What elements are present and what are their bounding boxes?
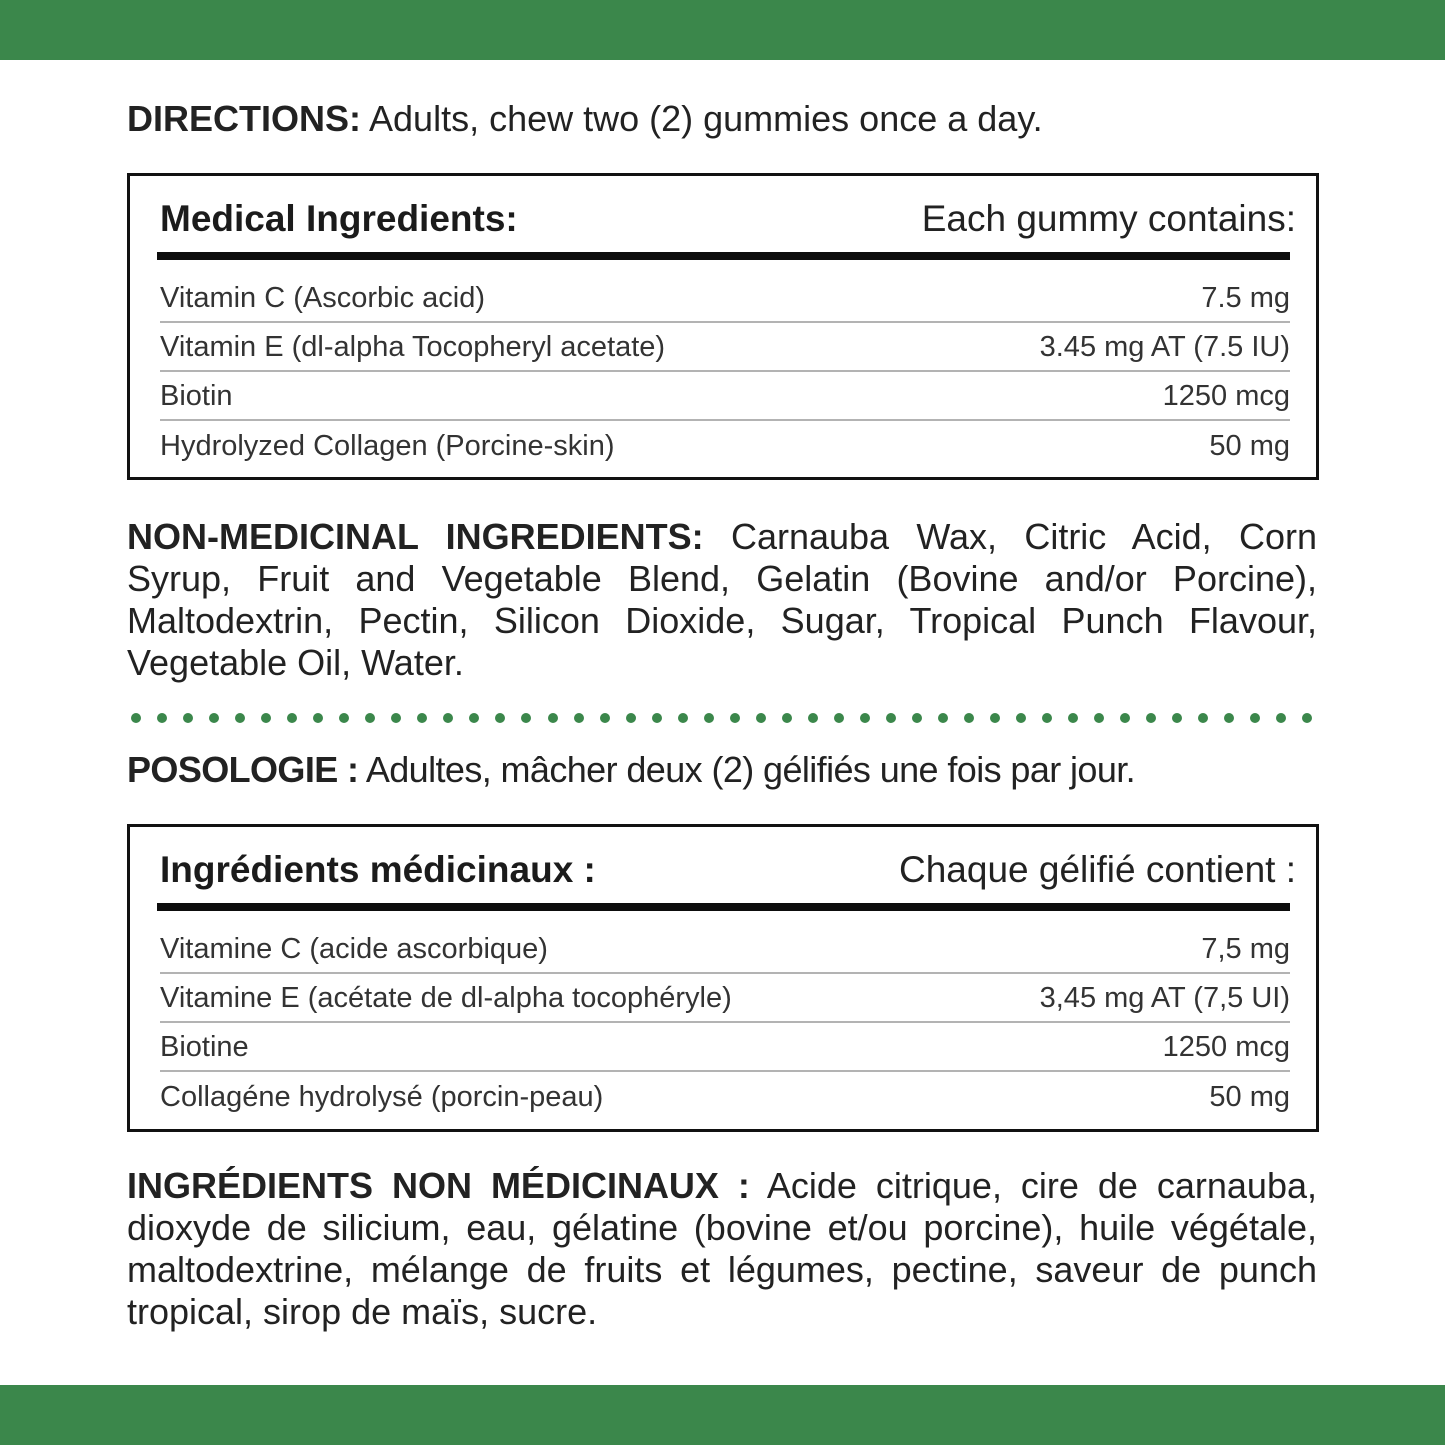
divider-dot [1146, 713, 1156, 723]
divider-dot [704, 713, 714, 723]
table-header-rule-en [157, 252, 1290, 260]
ingredient-amount: 7,5 mg [1201, 932, 1290, 965]
divider-dot [131, 713, 141, 723]
divider-dot [782, 713, 792, 723]
dotted-divider [131, 712, 1313, 724]
non-medicinal-en [127, 516, 1317, 684]
table-row [160, 372, 1290, 421]
ingredient-name: Vitamin C (Ascorbic acid) [160, 281, 486, 314]
divider-dot [1302, 713, 1312, 723]
divider-dot [990, 713, 1000, 723]
medicinal-ingredients-table-fr [127, 824, 1319, 1132]
table-amount-header-en: Each gummy contains: [921, 198, 1296, 239]
divider-dot [1250, 713, 1260, 723]
ingredient-amount: 3,45 mg AT (7,5 UI) [1039, 981, 1290, 1014]
divider-dot [339, 713, 349, 723]
divider-dot [443, 713, 453, 723]
divider-dot [365, 713, 375, 723]
ingredient-amount: 50 mg [1209, 429, 1290, 462]
table-row [160, 274, 1290, 323]
divider-dot [730, 713, 740, 723]
non-medicinal-fr-text: Acide citrique, cire de carnauba, dioxyde de silicium, eau, gélatine (bovine et/ou porcine), huile végétale, maltodextrine, mélange de fruits et légumes, pectine, saveur de punch tropical, sirop de maïs, sucre. [127, 1165, 1317, 1332]
divider-dot [600, 713, 610, 723]
medicinal-ingredients-table-en [127, 173, 1319, 480]
divider-dot [808, 713, 818, 723]
ingredient-name: Vitamin E (dl-alpha Tocopheryl acetate) [160, 330, 666, 363]
divider-dot [1224, 713, 1234, 723]
divider-dot [235, 713, 245, 723]
table-row [160, 974, 1290, 1023]
table-rows-fr [160, 925, 1290, 1121]
divider-dot [1094, 713, 1104, 723]
directions-fr-text: Adultes, mâcher deux (2) gélifiés une fois par jour. [358, 749, 1136, 790]
ingredient-amount: 3.45 mg AT (7.5 IU) [1039, 330, 1290, 363]
ingredient-name: Biotin [160, 379, 233, 412]
table-header-rule-fr [157, 903, 1290, 911]
divider-dot [157, 713, 167, 723]
divider-dot [417, 713, 427, 723]
non-medicinal-en-label: NON-MEDICINAL INGREDIENTS: [127, 516, 704, 557]
divider-dot [313, 713, 323, 723]
divider-dot [834, 713, 844, 723]
directions-en [127, 98, 1317, 140]
directions-en-text: Adults, chew two (2) gummies once a day. [361, 98, 1043, 139]
divider-dot [521, 713, 531, 723]
ingredient-name: Biotine [160, 1030, 249, 1063]
directions-en-label: DIRECTIONS: [127, 98, 361, 139]
ingredient-amount: 1250 mcg [1162, 379, 1290, 412]
table-title-en: Medical Ingredients: [160, 198, 518, 239]
non-medicinal-fr [127, 1165, 1317, 1333]
divider-dot [495, 713, 505, 723]
divider-dot [287, 713, 297, 723]
divider-dot [886, 713, 896, 723]
ingredient-name: Collagéne hydrolysé (porcin-peau) [160, 1080, 604, 1113]
divider-dot [1120, 713, 1130, 723]
directions-fr [127, 749, 1317, 791]
non-medicinal-en-text: Carnauba Wax, Citric Acid, Corn Syrup, Fruit and Vegetable Blend, Gelatin (Bovine and/or Porcine), Maltodextrin, Pectin, Silicon Dioxide, Sugar, Tropical Punch Flavour, Vegetable Oil, Water. [127, 516, 1317, 683]
table-header-fr [160, 847, 1296, 893]
table-title-fr: Ingrédients médicinaux : [160, 849, 596, 890]
divider-dot [756, 713, 766, 723]
divider-dot [1276, 713, 1286, 723]
table-row [160, 323, 1290, 372]
ingredient-amount: 7.5 mg [1201, 281, 1290, 314]
divider-dot [209, 713, 219, 723]
table-rows-en [160, 274, 1290, 470]
divider-dot [391, 713, 401, 723]
table-row [160, 925, 1290, 974]
divider-dot [964, 713, 974, 723]
divider-dot [1068, 713, 1078, 723]
ingredient-amount: 50 mg [1209, 1080, 1290, 1113]
divider-dot [548, 713, 558, 723]
divider-dot [1042, 713, 1052, 723]
divider-dot [938, 713, 948, 723]
divider-dot [183, 713, 193, 723]
table-row [160, 1023, 1290, 1072]
divider-dot [469, 713, 479, 723]
top-green-band [0, 0, 1445, 60]
directions-fr-label: POSOLOGIE : [127, 749, 359, 790]
ingredient-name: Hydrolyzed Collagen (Porcine-skin) [160, 429, 615, 462]
non-medicinal-fr-label: INGRÉDIENTS NON MÉDICINAUX : [127, 1165, 750, 1206]
divider-dot [261, 713, 271, 723]
divider-dot [1016, 713, 1026, 723]
ingredient-name: Vitamine C (acide ascorbique) [160, 932, 548, 965]
ingredient-name: Vitamine E (acétate de dl-alpha tocophéryle) [160, 981, 732, 1014]
ingredient-amount: 1250 mcg [1162, 1030, 1290, 1063]
table-row [160, 421, 1290, 470]
table-row [160, 1072, 1290, 1121]
table-header-en [160, 196, 1296, 242]
divider-dot [626, 713, 636, 723]
divider-dot [912, 713, 922, 723]
table-amount-header-fr: Chaque gélifié contient : [899, 849, 1296, 890]
divider-dot [574, 713, 584, 723]
divider-dot [1198, 713, 1208, 723]
divider-dot [678, 713, 688, 723]
divider-dot [860, 713, 870, 723]
divider-dot [652, 713, 662, 723]
divider-dot [1172, 713, 1182, 723]
bottom-green-band [0, 1385, 1445, 1445]
